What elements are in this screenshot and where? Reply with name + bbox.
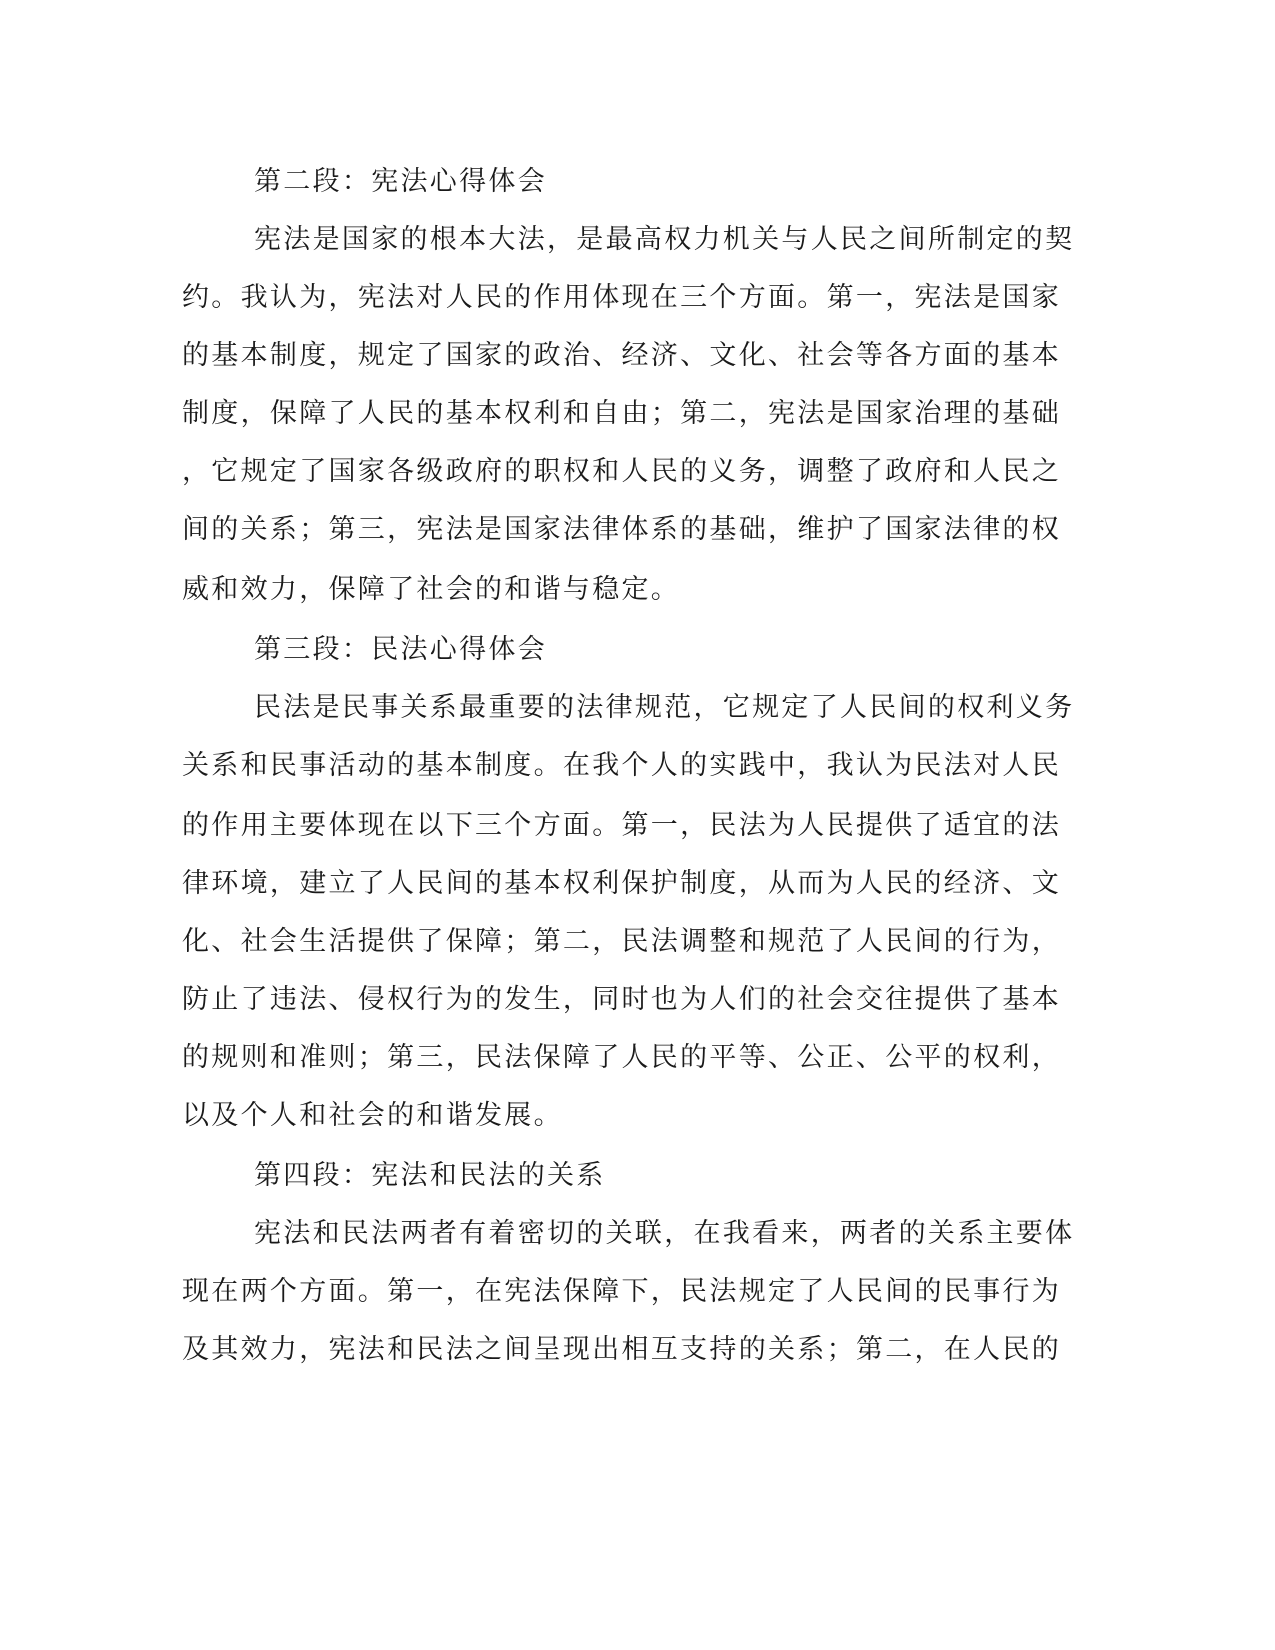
paragraph-line: 现在两个方面。第一，在宪法保障下，民法规定了人民间的民事行为 <box>182 1276 1061 1307</box>
section-heading: 第三段：民法心得体会 <box>254 634 547 665</box>
paragraph-line: 及其效力，宪法和民法之间呈现出相互支持的关系；第二，在人民的 <box>182 1334 1061 1365</box>
paragraph-line: 的作用主要体现在以下三个方面。第一，民法为人民提供了适宜的法 <box>182 810 1061 841</box>
paragraph-line: 约。我认为，宪法对人民的作用体现在三个方面。第一，宪法是国家 <box>182 282 1061 313</box>
paragraph-line: 民法是民事关系最重要的法律规范，它规定了人民间的权利义务 <box>254 692 1075 723</box>
section-heading: 第二段：宪法心得体会 <box>254 166 547 197</box>
paragraph-line: 间的关系；第三，宪法是国家法律体系的基础，维护了国家法律的权 <box>182 514 1061 545</box>
paragraph-line: 的基本制度，规定了国家的政治、经济、文化、社会等各方面的基本 <box>182 340 1061 371</box>
paragraph-line: 宪法和民法两者有着密切的关联，在我看来，两者的关系主要体 <box>254 1218 1075 1249</box>
paragraph-line: 以及个人和社会的和谐发展。 <box>182 1100 563 1131</box>
section-heading: 第四段：宪法和民法的关系 <box>254 1160 606 1191</box>
paragraph-line: 律环境，建立了人民间的基本权利保护制度，从而为人民的经济、文 <box>182 868 1061 899</box>
paragraph-line: ，它规定了国家各级政府的职权和人民的义务，调整了政府和人民之 <box>182 456 1061 487</box>
paragraph-line: 防止了违法、侵权行为的发生，同时也为人们的社会交往提供了基本 <box>182 984 1061 1015</box>
paragraph-line: 制度，保障了人民的基本权利和自由；第二，宪法是国家治理的基础 <box>182 398 1061 429</box>
paragraph-line: 的规则和准则；第三，民法保障了人民的平等、公正、公平的权利， <box>182 1042 1061 1073</box>
paragraph-line: 宪法是国家的根本大法，是最高权力机关与人民之间所制定的契 <box>254 224 1075 255</box>
paragraph-line: 威和效力，保障了社会的和谐与稳定。 <box>182 574 681 605</box>
paragraph-line: 关系和民事活动的基本制度。在我个人的实践中，我认为民法对人民 <box>182 750 1061 781</box>
paragraph-line: 化、社会生活提供了保障；第二，民法调整和规范了人民间的行为， <box>182 926 1061 957</box>
